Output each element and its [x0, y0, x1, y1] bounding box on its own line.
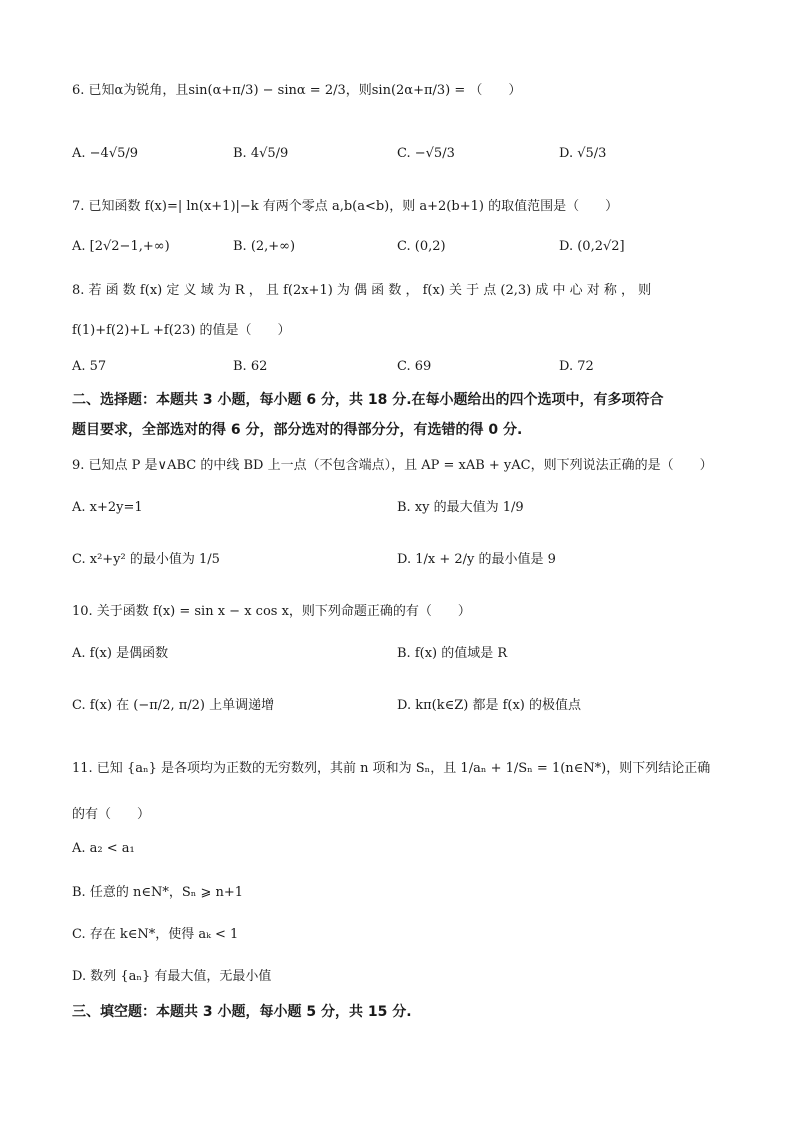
question-6-option-b: B. 4√5/9: [233, 146, 289, 161]
question-8-option-a: A. 57: [72, 359, 107, 374]
question-10-option-d: D. kπ(k∈Z) 都是 f(x) 的极值点: [397, 698, 582, 713]
question-6-option-c: C. −√5/3: [397, 146, 455, 161]
question-11-stem-line2: 的有（ ）: [72, 807, 151, 822]
question-7-stem: 7. 已知函数 f(x)=| ln(x+1)|−k 有两个零点 a,b(a<b)，则 a+2(b+1) 的取值范围是（ ）: [72, 199, 619, 214]
question-10-option-b: B. f(x) 的值域是 R: [397, 646, 508, 661]
question-8-stem-line1: 8. 若 函 数 f(x) 定 义 域 为 R ， 且 f(2x+1) 为 偶 函 数 ， f(x) 关 于 点 (2,3) 成 中 心 对 称 ， 则: [72, 283, 652, 298]
question-7-option-b: B. (2,+∞): [233, 239, 296, 254]
question-8-option-c: C. 69: [397, 359, 432, 374]
question-6-stem: 6. 已知α为锐角，且sin(α+π/3) − sinα = 2/3，则sin(2α+π/3) = （ ）: [72, 83, 522, 98]
question-6-option-d: D. √5/3: [559, 146, 607, 161]
section-2-heading-line1: 二、选择题：本题共 3 小题，每小题 6 分，共 18 分.在每小题给出的四个选项中，有多项符合: [72, 392, 664, 408]
question-7-option-a: A. [2√2−1,+∞): [72, 239, 170, 254]
question-8-option-d: D. 72: [559, 359, 594, 374]
question-9-option-a: A. x+2y=1: [72, 500, 143, 515]
question-9-stem: 9. 已知点 P 是∨ABC 的中线 BD 上一点（不包含端点），且 AP = xAB + yAC，则下列说法正确的是（ ）: [72, 458, 713, 473]
question-9-option-d: D. 1/x + 2/y 的最小值是 9: [397, 552, 556, 567]
question-11-option-d: D. 数列 {aₙ} 有最大值，无最小值: [72, 969, 272, 984]
question-6-option-a: A. −4√5/9: [72, 146, 139, 161]
question-11-stem-line1: 11. 已知 {aₙ} 是各项均为正数的无穷数列，其前 n 项和为 Sₙ，且 1/aₙ + 1/Sₙ = 1(n∈N*)，则下列结论正确: [72, 761, 711, 776]
question-11-option-c: C. 存在 k∈N*，使得 aₖ < 1: [72, 927, 239, 942]
section-2-heading-line2: 题目要求，全部选对的得 6 分，部分选对的得部分分，有选错的得 0 分.: [72, 422, 523, 438]
section-3-heading: 三、填空题：本题共 3 小题，每小题 5 分，共 15 分.: [72, 1004, 412, 1020]
question-8-stem-line2: f(1)+f(2)+L +f(23) 的值是（ ）: [72, 323, 291, 338]
question-10-option-c: C. f(x) 在 (−π/2, π/2) 上单调递增: [72, 698, 275, 713]
question-7-option-c: C. (0,2): [397, 239, 446, 254]
question-10-stem: 10. 关于函数 f(x) = sin x − x cos x，则下列命题正确的有（ ）: [72, 604, 471, 619]
question-7-option-d: D. (0,2√2]: [559, 239, 625, 254]
question-11-option-a: A. a₂ < a₁: [72, 841, 135, 856]
question-11-option-b: B. 任意的 n∈N*，Sₙ ⩾ n+1: [72, 885, 244, 900]
question-8-option-b: B. 62: [233, 359, 268, 374]
question-9-option-b: B. xy 的最大值为 1/9: [397, 500, 524, 515]
question-10-option-a: A. f(x) 是偶函数: [72, 646, 169, 661]
question-9-option-c: C. x²+y² 的最小值为 1/5: [72, 552, 220, 567]
